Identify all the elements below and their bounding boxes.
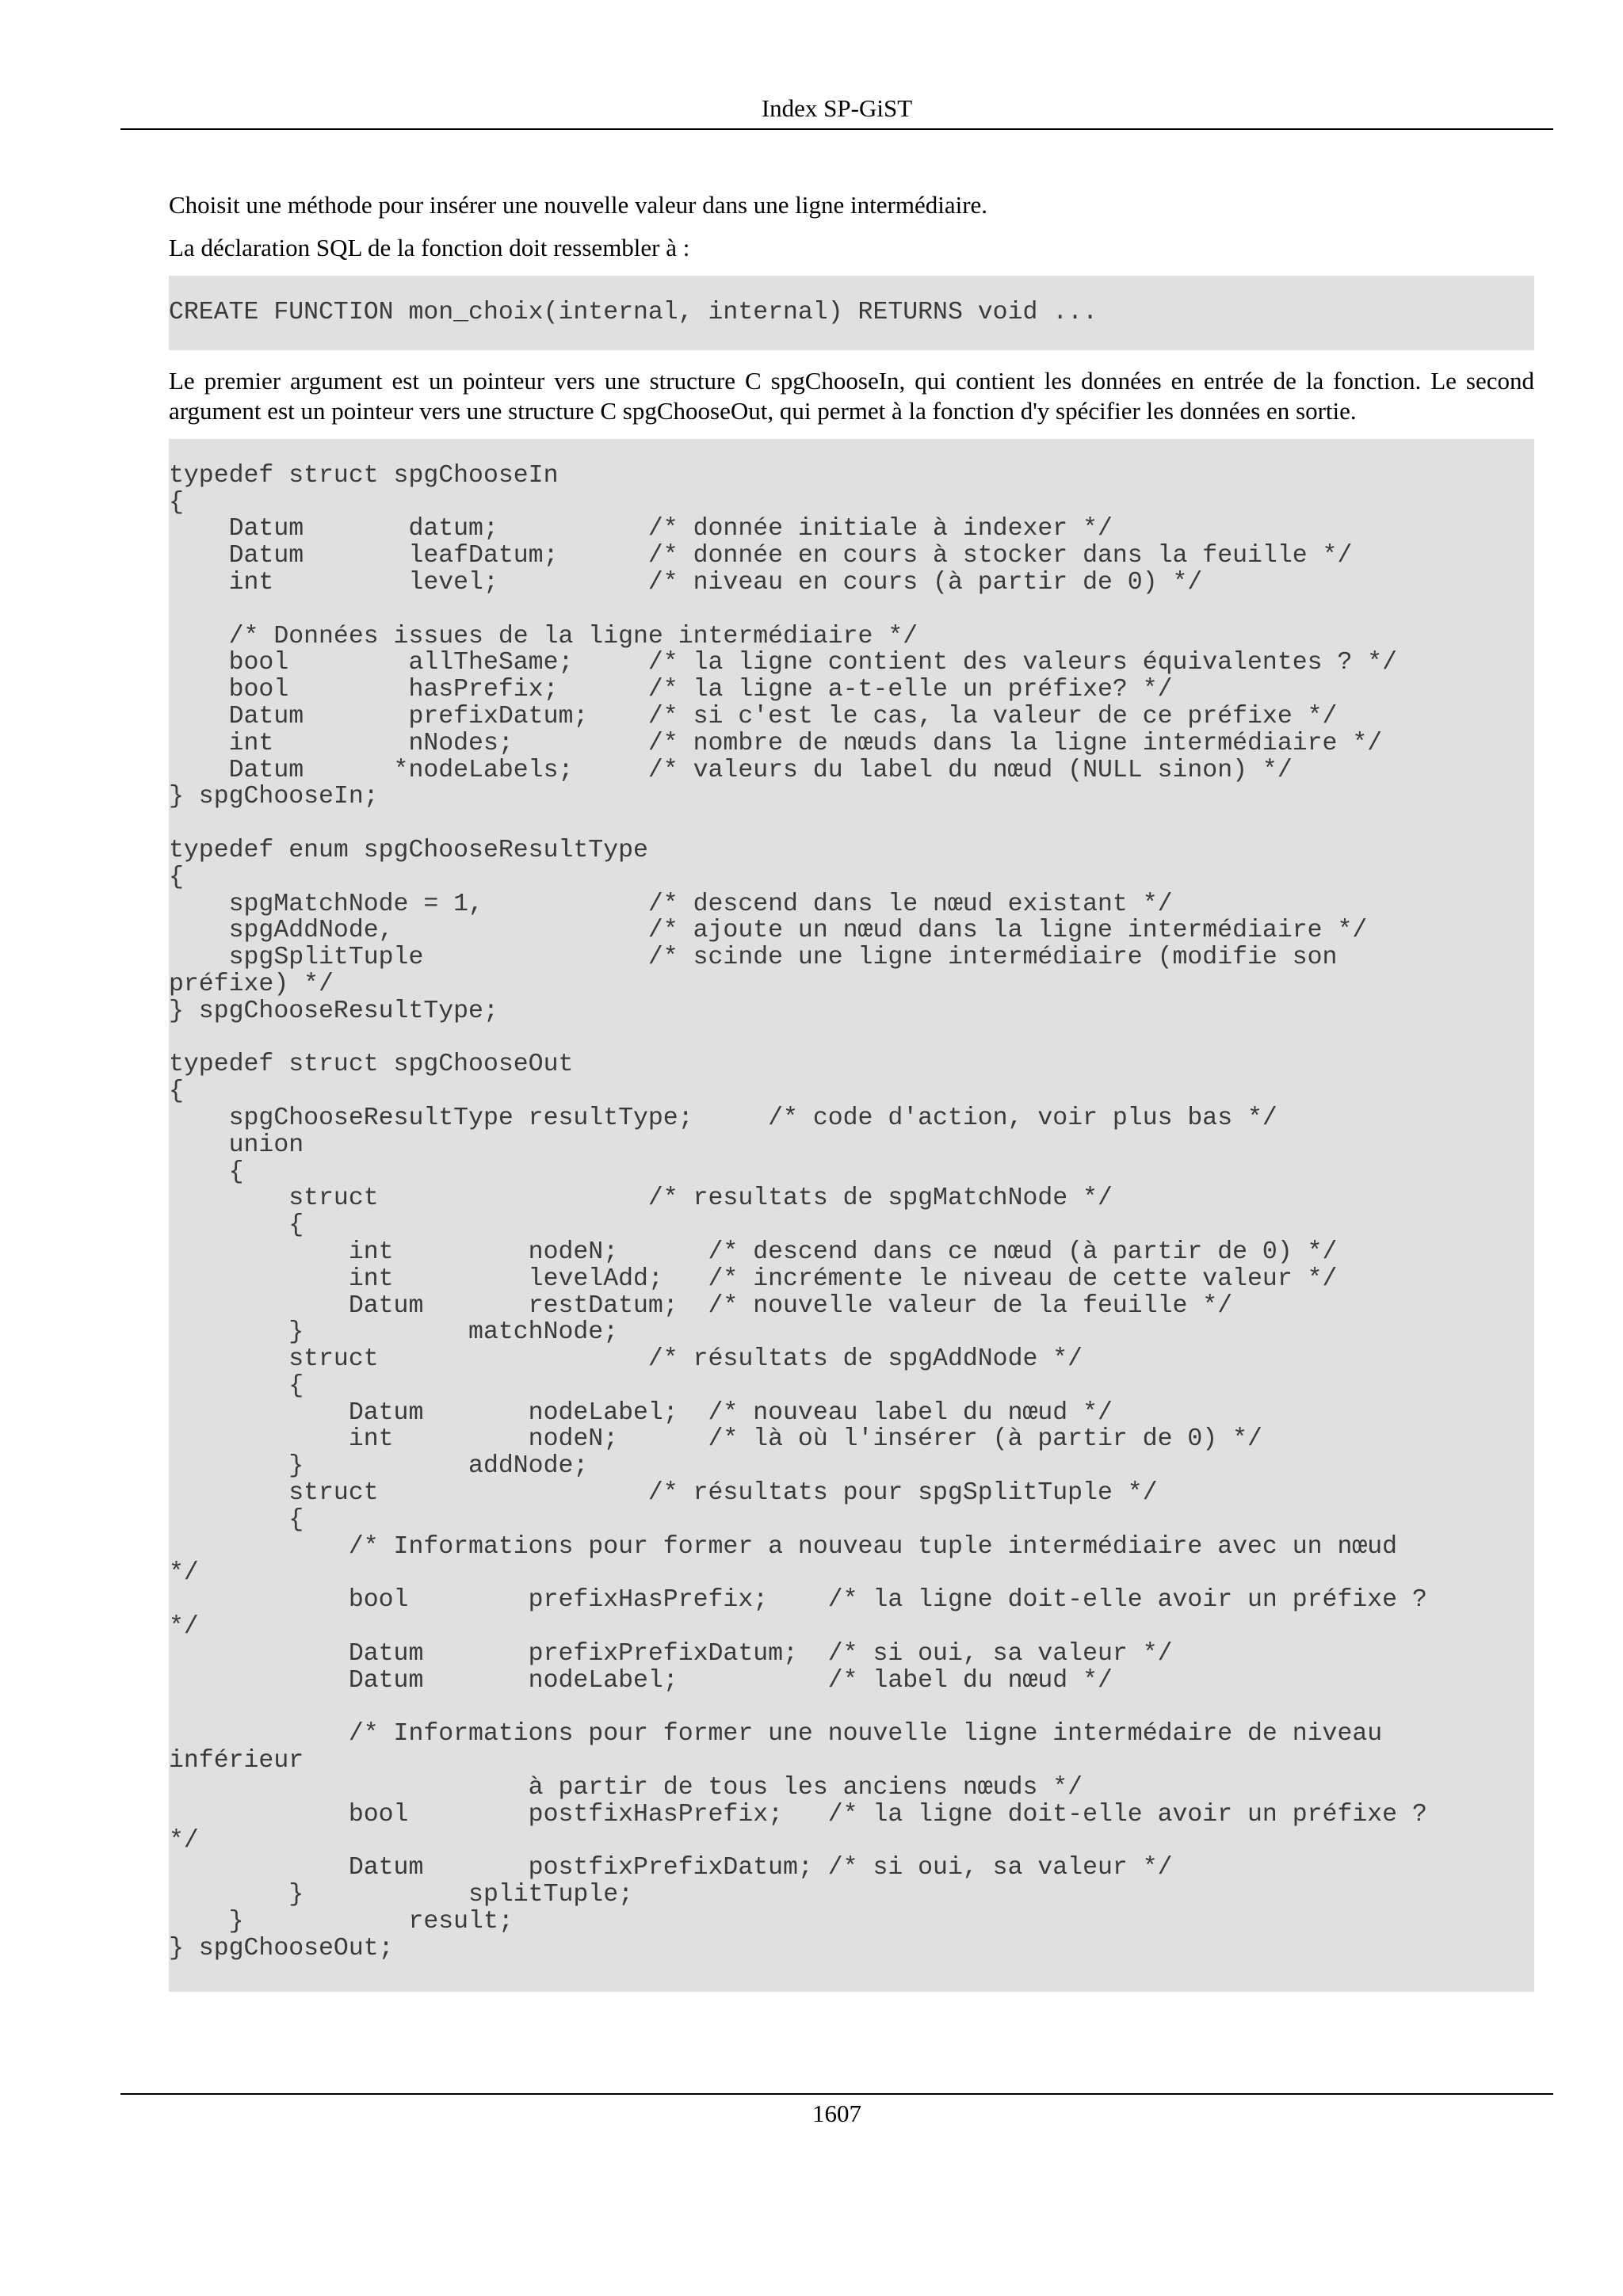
code-line: int level; /* niveau en cours (à partir de 0) */ [169, 568, 1203, 597]
code-line: } spgChooseResultType; [169, 997, 498, 1025]
code-line: bool postfixHasPrefix; /* la ligne doit-elle avoir un préfixe ? [169, 1800, 1427, 1829]
code-line: { [169, 1505, 304, 1534]
code-line [169, 1694, 1534, 1721]
code-line: Datum prefixPrefixDatum; /* si oui, sa valeur */ [169, 1639, 1173, 1668]
code-line: bool prefixHasPrefix; /* la ligne doit-elle avoir un préfixe ? [169, 1586, 1427, 1615]
code-line: Datum restDatum; /* nouvelle valeur de la feuille */ [169, 1291, 1233, 1320]
code-line: /* Données issues de la ligne intermédiaire */ [169, 622, 918, 650]
code-line: /* Informations pour former une nouvelle ligne intermédaire de niveau [169, 1720, 1383, 1749]
code-line: Datum datum; /* donnée initiale à indexer */ [169, 515, 1113, 543]
code-line: Datum *nodeLabels; /* valeurs du label du nœud (NULL sinon) */ [169, 756, 1293, 784]
code-line: typedef struct spgChooseOut [169, 1051, 574, 1079]
code-line: typedef struct spgChooseIn [169, 461, 559, 490]
code-line: bool allTheSame; /* la ligne contient des valeurs équivalentes ? */ [169, 649, 1398, 677]
code-line: { [169, 1211, 304, 1240]
code-line: Datum nodeLabel; /* label du nœud */ [169, 1666, 1113, 1695]
code-line: */ [169, 1613, 199, 1642]
code-line: bool hasPrefix; /* la ligne a-t-elle un préfixe? */ [169, 676, 1173, 704]
sql-declaration-intro: La déclaration SQL de la fonction doit ressembler à : [169, 234, 690, 261]
code-line: } spgChooseIn; [169, 783, 379, 811]
code-line: { [169, 1158, 244, 1186]
code-line: } spgChooseOut; [169, 1934, 394, 1962]
code-line: spgChooseResultType resultType; /* code d'action, voir plus bas */ [169, 1104, 1277, 1132]
code-line: Datum postfixPrefixDatum; /* si oui, sa valeur */ [169, 1854, 1173, 1882]
code-line: struct /* résultats pour spgSplitTuple */ [169, 1479, 1158, 1508]
code-line: */ [169, 1559, 199, 1588]
code-line: Datum prefixDatum; /* si c'est le cas, la valeur de ce préfixe */ [169, 702, 1338, 730]
code-line: /* Informations pour former a nouveau tuple intermédiaire avec un nœud [169, 1532, 1398, 1561]
code-line [169, 810, 1534, 837]
code-line: } result; [169, 1907, 514, 1936]
page-number: 1607 [812, 2100, 861, 2127]
code-line: inférieur [169, 1747, 304, 1775]
sql-declaration-code: CREATE FUNCTION mon_choix(internal, internal) RETURNS void ... [169, 276, 1534, 350]
code-line: à partir de tous les anciens nœuds */ [169, 1773, 1083, 1802]
page-footer [120, 2093, 1553, 2133]
code-line: int nodeN; /* là où l'insérer (à partir de 0) */ [169, 1425, 1262, 1454]
code-line: typedef enum spgChooseResultType [169, 836, 648, 864]
struct-definitions-code [169, 439, 1534, 1993]
page-header-title: Index SP-GiST [761, 94, 913, 122]
code-line: spgAddNode, /* ajoute un nœud dans la ligne intermédiaire */ [169, 917, 1368, 945]
page-content [169, 190, 1534, 2008]
page-header [120, 89, 1553, 130]
code-line: Datum leafDatum; /* donnée en cours à stocker dans la feuille */ [169, 542, 1353, 570]
code-line: int nodeN; /* descend dans ce nœud (à partir de 0) */ [169, 1238, 1338, 1266]
intro-paragraph: Choisit une méthode pour insérer une nouvelle valeur dans une ligne intermédiaire. [169, 191, 988, 219]
code-line: union [169, 1131, 304, 1159]
code-line: { [169, 863, 184, 891]
code-line: } splitTuple; [169, 1881, 633, 1909]
code-line: int nNodes; /* nombre de nœuds dans la ligne intermédiaire */ [169, 729, 1383, 757]
code-line: { [169, 1371, 304, 1400]
code-line: */ [169, 1827, 199, 1855]
code-line: } addNode; [169, 1452, 589, 1481]
code-line [169, 1025, 1534, 1052]
arguments-explanation: Le premier argument est un pointeur vers une structure C spgChooseIn, qui contient les données en entrée de la fonction. Le second argument est un pointeur vers une structure C spgChooseOut, qui permet à la fonction d'y spécifier les données en sortie. [169, 366, 1534, 425]
code-line: spgSplitTuple /* scinde une ligne intermédiaire (modifie son [169, 944, 1338, 972]
code-line [169, 597, 1534, 624]
code-line: } matchNode; [169, 1318, 619, 1347]
code-line: struct /* résultats de spgAddNode */ [169, 1345, 1083, 1374]
code-line: préfixe) */ [169, 970, 334, 998]
code-line: struct /* resultats de spgMatchNode */ [169, 1184, 1113, 1213]
code-line: int levelAdd; /* incrémente le niveau de cette valeur */ [169, 1264, 1338, 1293]
code-line: { [169, 1077, 184, 1106]
code-line: Datum nodeLabel; /* nouveau label du nœud */ [169, 1398, 1113, 1427]
code-line: spgMatchNode = 1, /* descend dans le nœud existant */ [169, 890, 1173, 918]
code-line: { [169, 488, 184, 517]
